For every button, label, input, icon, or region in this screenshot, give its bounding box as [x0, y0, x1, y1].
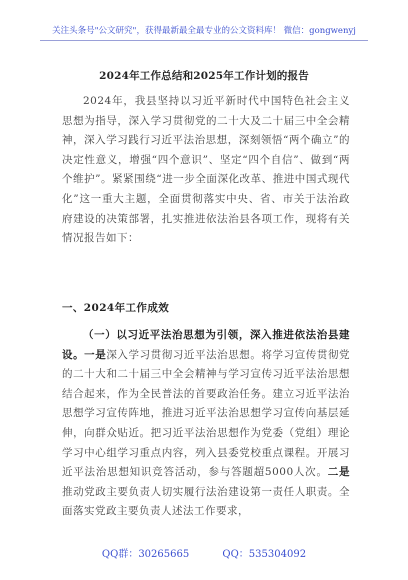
subsection-1-paragraph — [62, 326, 350, 522]
footer-contact — [0, 545, 408, 560]
point-1-label: 一是 — [84, 348, 107, 361]
subsection-1-title: （一）以习近平法治思想为引领，深入推进依法治县建设。 — [62, 329, 350, 361]
document-title: 2024年工作总结和2025年工作计划的报告 — [99, 70, 309, 82]
intro-paragraph: 2024年，我县坚持以习近平新时代中国特色社会主义思想为指导，深入学习贯彻党的二十大及二十届三中全会精神，深入学习践行习近平法治思想，深刻领悟“两个确立”的决定性意义，增强“四个意识”、坚定“四个自信”、做到“两个维护”。紧紧围绕“进一步全面深化改革、推进中国式现代化”这一重大主题，全面贯彻落实中央、省、市关于法治政府建设的决策部署，扎实推进依法治县各项工作，现将有关情况报告如下： — [62, 95, 350, 245]
footer-qq-number: QQ：535304092 — [222, 549, 307, 560]
header-divider — [40, 40, 368, 41]
point-2-text: 推动党政主要负责人切实履行法治建设第一责任人职责。全面落实党政主要负责人述法工作要求， — [62, 485, 350, 518]
section-heading-1: 一、2024年工作成效 — [62, 302, 170, 314]
point-2-label: 二是 — [327, 466, 350, 479]
footer-qq-group: QQ群：30265665 — [101, 549, 190, 560]
point-1-text: 深入学习贯彻习近平法治思想。将学习宣传贯彻党的二十大和二十届三中全会精神与学习宣传习近平法治思想结合起来，作为全民普法的首要政治任务。建立习近平法治思想学习宣传阵地，推进习近平法治思想学习宣传向基层延伸，向群众贴近。把习近平法治思想作为党委（党组）理论学习中心组学习重点内容，列入县委党校重点课程。开展习近平法治思想知识竞答活动，参与答题超5000人次。 — [62, 348, 351, 479]
header-banner: 关注头条号"公文研究"，获得最新最全最专业的公文资料库！ 微信：gongwenyj — [52, 26, 356, 36]
